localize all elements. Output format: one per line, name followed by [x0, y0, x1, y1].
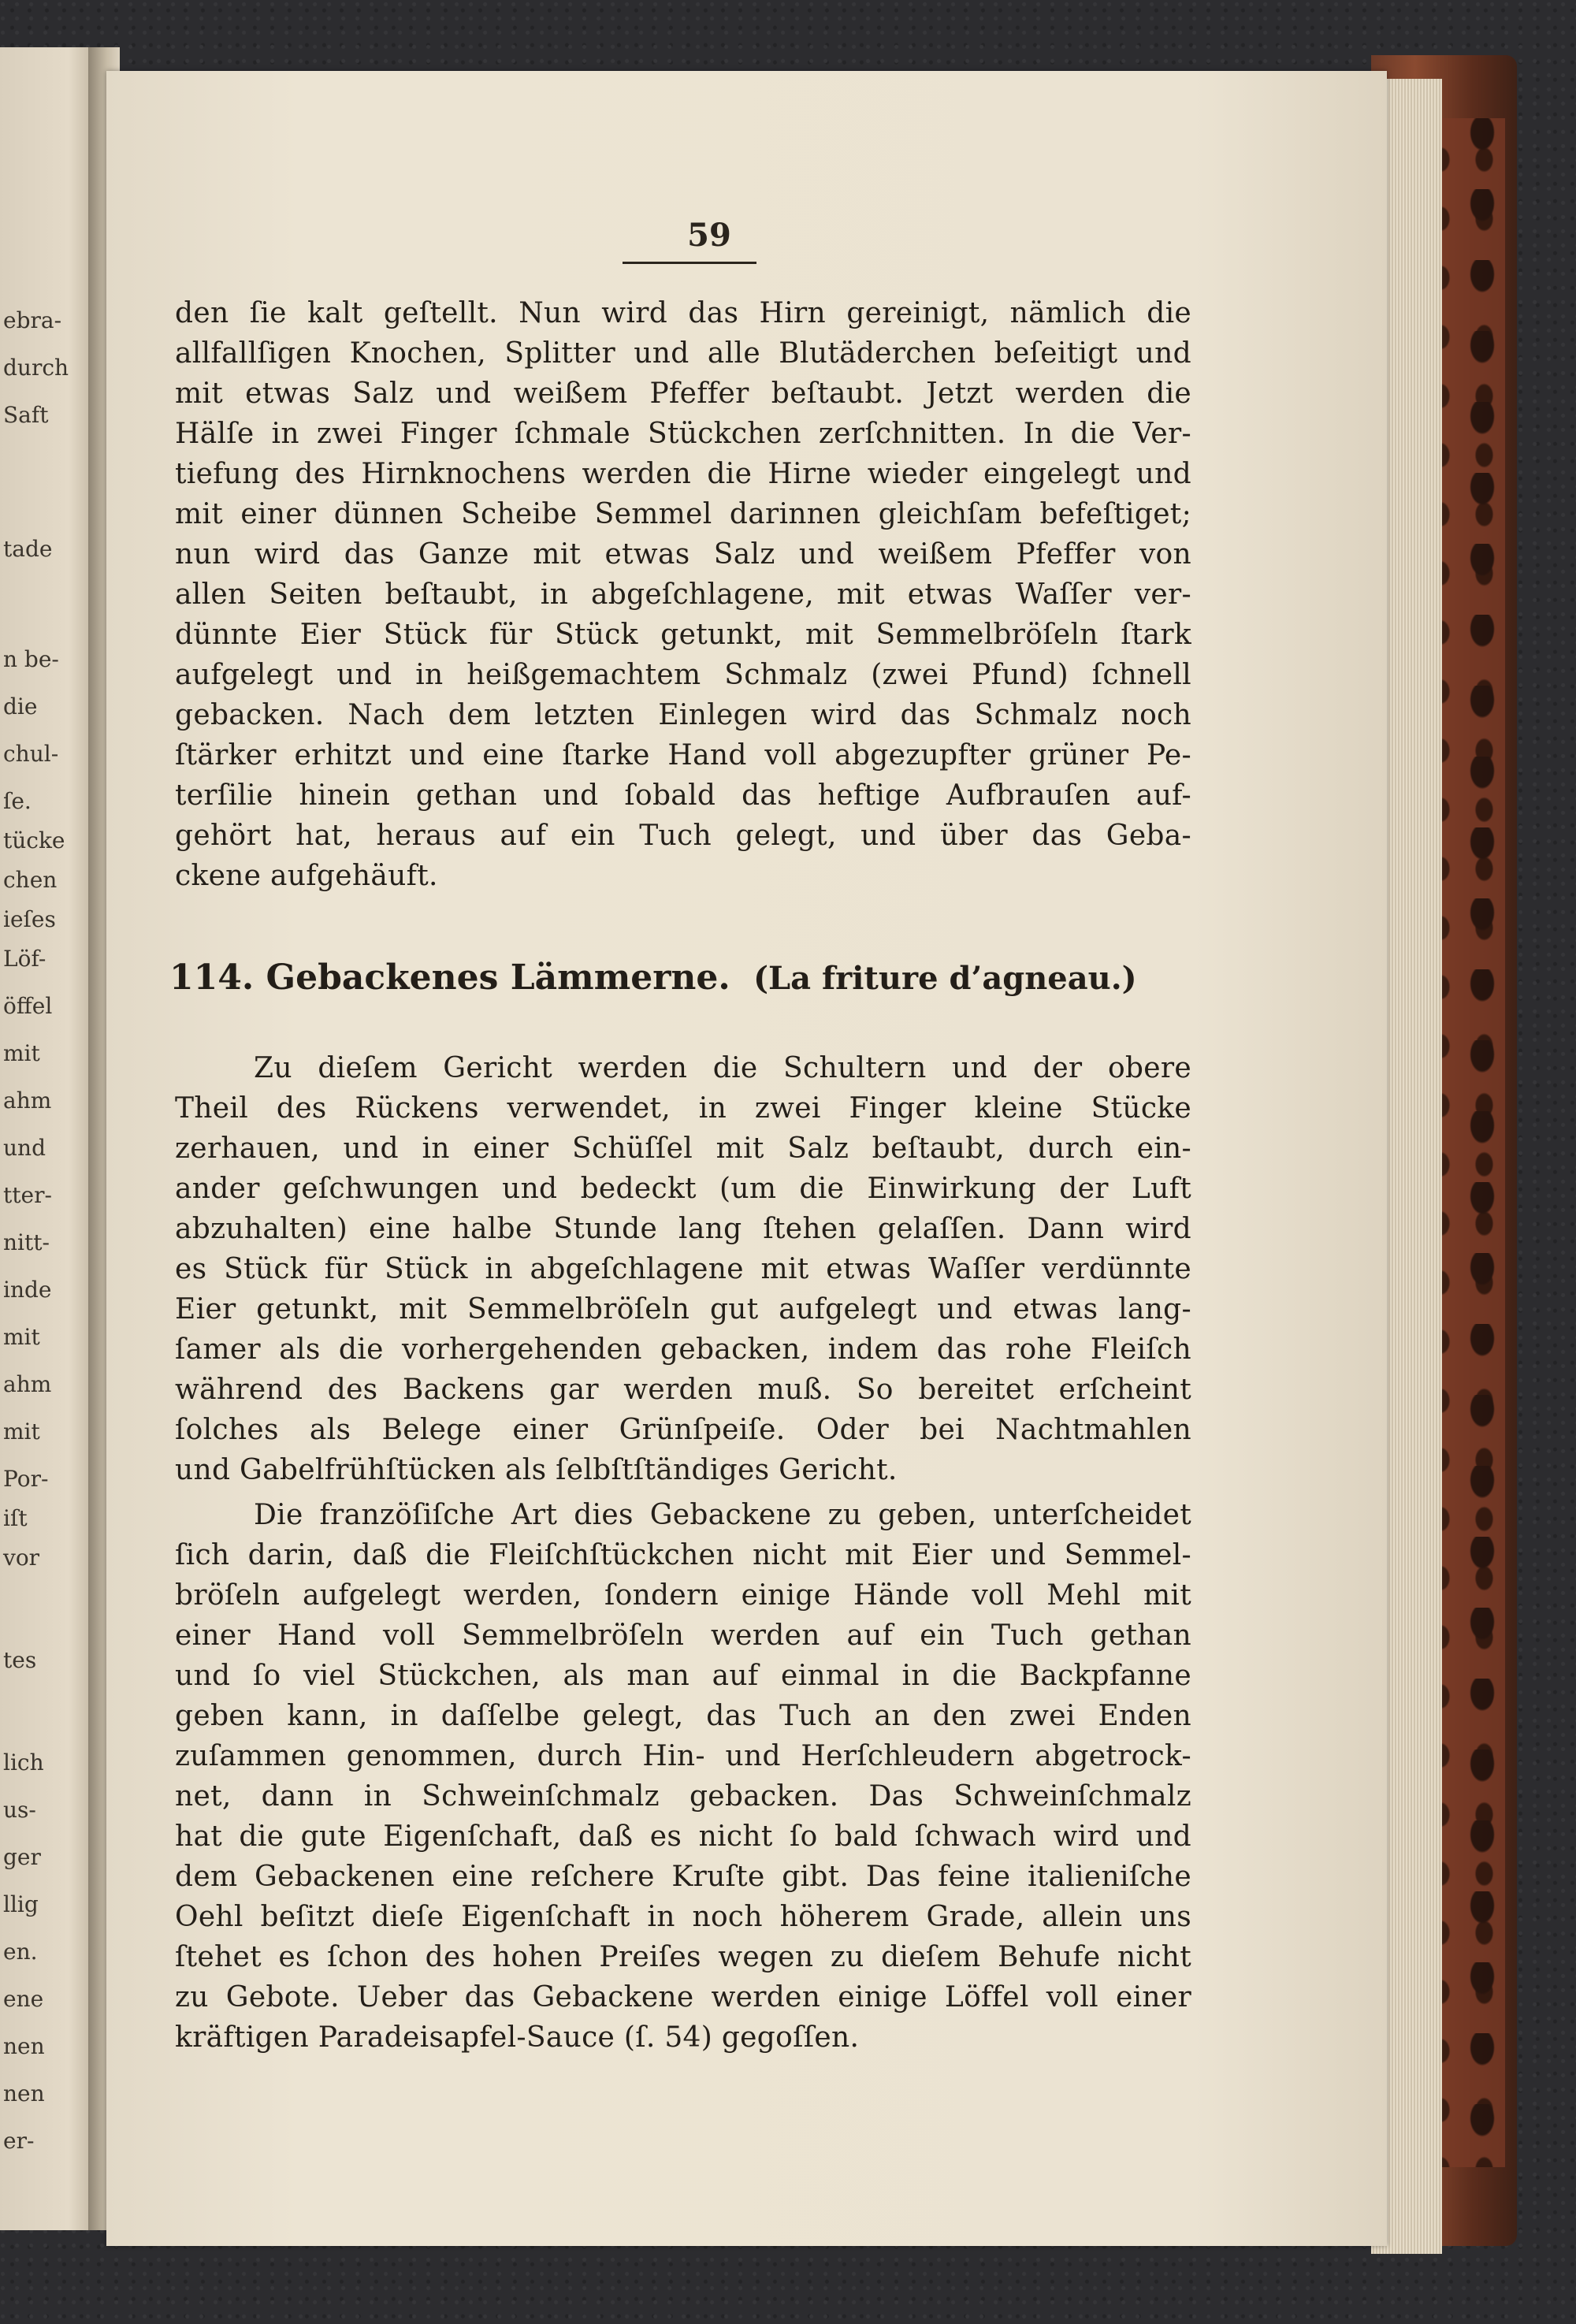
text-line: den ſie kalt geſtellt. Nun wird das Hirn gereinigt, nämlich die	[175, 297, 1191, 329]
margin-fragment: die	[3, 693, 38, 720]
margin-fragment: Saft	[3, 402, 49, 428]
text-line: es Stück für Stück in abgeſchlagene mit etwas Waſſer verdünnte	[175, 1253, 1191, 1285]
margin-fragment: mit	[3, 1419, 40, 1445]
margin-fragment: ahm	[3, 1088, 52, 1114]
text-line: zerhauen, und in einer Schüſſel mit Salz beſtaubt, durch ein-	[175, 1132, 1191, 1165]
margin-fragment: mit	[3, 1324, 40, 1350]
text-line: Die franzöſiſche Art dies Gebackene zu geben, unterſcheidet	[254, 1499, 1191, 1531]
page-number: 59	[687, 217, 731, 254]
recipe-number: 114.	[169, 957, 255, 998]
recipe-heading	[169, 957, 1194, 998]
margin-fragment: llig	[3, 1891, 39, 1917]
margin-fragment: tade	[3, 536, 53, 562]
margin-fragment: ahm	[3, 1371, 52, 1397]
margin-fragment: tes	[3, 1647, 37, 1673]
text-line: ſtehet es ſchon des hohen Preiſes wegen zu dieſem Behufe nicht	[175, 1941, 1191, 1973]
text-line: Oehl beſitzt dieſe Eigenſchaft in noch höherem Grade, allein uns	[175, 1901, 1191, 1933]
left-page-fragment	[0, 47, 98, 2230]
margin-fragment: vor	[3, 1545, 40, 1571]
margin-fragment: ene	[3, 1986, 44, 2012]
text-line: dem Gebackenen eine reſchere Kruſte gibt. Das feine italieniſche	[175, 1861, 1191, 1893]
text-line: mit etwas Salz und weißem Pfeffer beſtaubt. Jetzt werden die	[175, 377, 1191, 410]
margin-fragment: Por-	[3, 1466, 49, 1492]
recipe-title: Gebackenes Lämmerne.	[266, 957, 730, 998]
text-line: tiefung des Hirnknochens werden die Hirne wieder eingelegt und	[175, 458, 1191, 490]
margin-fragment: nen	[3, 2033, 45, 2059]
text-line: abzuhalten) eine halbe Stunde lang ſtehen gelaſſen. Dann wird	[175, 1213, 1191, 1245]
text-line: kräftigen Paradeisapfel-Sauce (ſ. 54) gegoſſen.	[175, 2021, 860, 2054]
margin-fragment: nitt-	[3, 1229, 50, 1255]
margin-fragment: n be-	[3, 646, 59, 672]
text-line: Zu dieſem Gericht werden die Schultern und der obere	[254, 1052, 1191, 1084]
text-line: terſilie hinein gethan und ſobald das heftige Aufbrauſen auf-	[175, 779, 1191, 812]
text-line: hat die gute Eigenſchaft, daß es nicht ſo bald ſchwach wird und	[175, 1820, 1191, 1853]
text-line: bröſeln aufgelegt werden, ſondern einige Hände voll Mehl mit	[175, 1579, 1191, 1612]
text-line: aufgelegt und in heißgemachtem Schmalz (zwei Pfund) ſchnell	[175, 659, 1191, 691]
margin-fragment: ger	[3, 1844, 41, 1870]
margin-fragment: durch	[3, 355, 69, 381]
text-line: Hälſe in zwei Finger ſchmale Stückchen zerſchnitten. In die Ver-	[175, 418, 1191, 450]
text-line: gebacken. Nach dem letzten Einlegen wird das Schmalz noch	[175, 699, 1191, 731]
recipe-paragraph-2	[175, 1495, 1191, 2058]
text-line: allfallſigen Knochen, Splitter und alle Blutäderchen beſeitigt und	[175, 337, 1191, 370]
margin-fragment: er-	[3, 2128, 35, 2154]
margin-fragment: inde	[3, 1277, 52, 1303]
text-line: net, dann in Schweinſchmalz gebacken. Das Schweinſchmalz	[175, 1780, 1191, 1813]
margin-fragment: tücke	[3, 827, 65, 853]
margin-fragment: ieſes	[3, 906, 56, 932]
section-continuation	[175, 293, 1191, 896]
text-line: Eier getunkt, mit Semmelbröſeln gut aufgelegt und etwas lang-	[175, 1293, 1191, 1326]
text-line: allen Seiten beſtaubt, in abgeſchlagene, mit etwas Waſſer ver-	[175, 578, 1191, 611]
margin-fragment: chen	[3, 867, 58, 893]
margin-fragment: ebra-	[3, 307, 62, 333]
text-line: gehört hat, heraus auf ein Tuch gelegt, und über das Geba-	[175, 820, 1191, 852]
recipe-paragraph-1	[175, 1048, 1191, 1490]
margin-fragment: öffel	[3, 993, 53, 1019]
margin-fragment: tter-	[3, 1182, 52, 1208]
text-line: und Gabelfrühſtücken als ſelbſtſtändiges Gericht.	[175, 1454, 898, 1486]
text-line: dünnte Eier Stück für Stück getunkt, mit Semmelbröſeln ſtark	[175, 619, 1191, 651]
text-line: während des Backens gar werden muß. So bereitet erſcheint	[175, 1374, 1191, 1406]
text-line: geben kann, in daſſelbe gelegt, das Tuch an den zwei Enden	[175, 1700, 1191, 1732]
text-line: nun wird das Ganze mit etwas Salz und weißem Pfeffer von	[175, 538, 1191, 571]
text-line: ſtärker erhitzt und eine ſtarke Hand voll abgezupfter grüner Pe-	[175, 739, 1191, 772]
text-line: und ſo viel Stückchen, als man auf einmal in die Backpfanne	[175, 1660, 1191, 1692]
text-line: einer Hand voll Semmelbröſeln werden auf ein Tuch gethan	[175, 1619, 1191, 1652]
recipe-french-title: (La friture d’agneau.)	[753, 960, 1137, 997]
text-line: ckene aufgehäuft.	[175, 860, 438, 892]
margin-fragment: ſe.	[3, 788, 32, 814]
text-line: zuſammen genommen, durch Hin- und Herſchleudern abgetrock-	[175, 1740, 1191, 1772]
margin-fragment: en.	[3, 1939, 38, 1965]
text-line: Theil des Rückens verwendet, in zwei Finger kleine Stücke	[175, 1092, 1191, 1125]
margin-fragment: mit	[3, 1040, 40, 1066]
margin-fragment: lich	[3, 1750, 44, 1776]
margin-fragment: iſt	[3, 1505, 28, 1531]
margin-fragment: us-	[3, 1797, 36, 1823]
margin-fragment: nen	[3, 2080, 45, 2106]
text-line: ſolches als Belege einer Grünſpeiſe. Oder bei Nachtmahlen	[175, 1414, 1191, 1446]
margin-fragment: Löf-	[3, 946, 46, 972]
text-line: mit einer dünnen Scheibe Semmel darinnen gleichſam befeſtiget;	[175, 498, 1191, 530]
text-line: ander geſchwungen und bedeckt (um die Einwirkung der Luft	[175, 1173, 1191, 1205]
text-line: zu Gebote. Ueber das Gebackene werden einige Löffel voll einer	[175, 1981, 1191, 2014]
page-number-rule	[623, 262, 756, 264]
margin-fragment: chul-	[3, 741, 59, 767]
text-line: ſich darin, daß die Fleiſchſtückchen nicht mit Eier und Semmel-	[175, 1539, 1191, 1571]
margin-fragment: und	[3, 1135, 46, 1161]
text-line: ſamer als die vorhergehenden gebacken, indem das rohe Fleiſch	[175, 1333, 1191, 1366]
